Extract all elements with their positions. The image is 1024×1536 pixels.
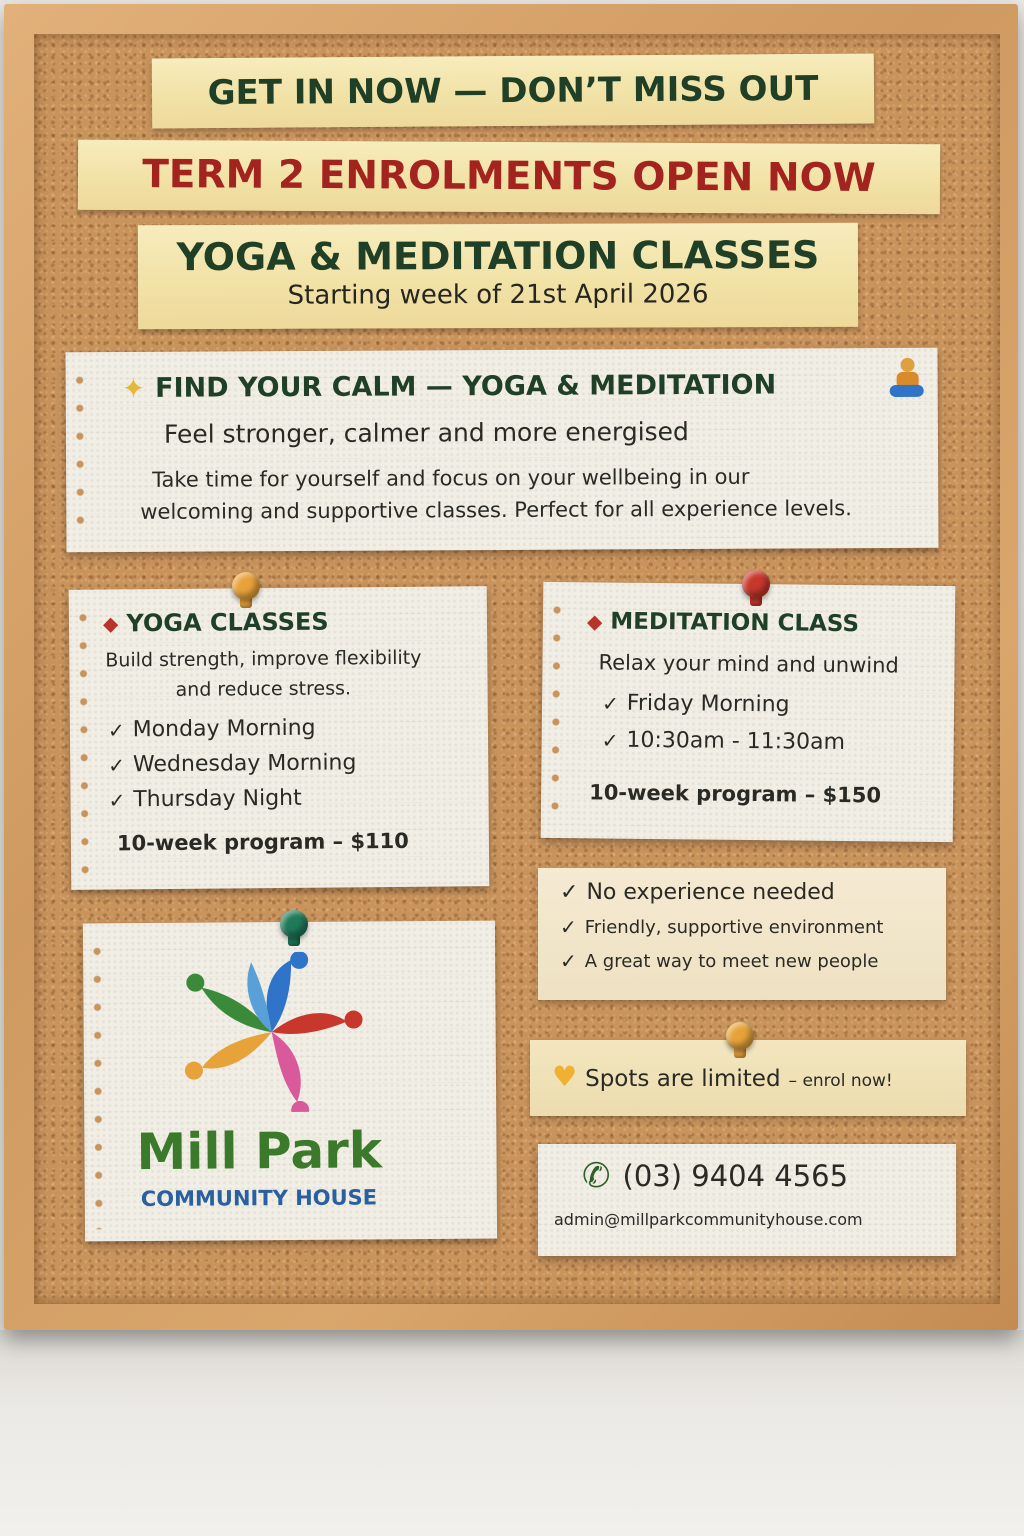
pin-marker-icon: ◆: [586, 609, 603, 634]
check-icon: ✓: [108, 752, 126, 777]
check-icon: ✓: [601, 727, 619, 753]
title-banner-subtitle: Starting week of 21st April 2026: [287, 279, 709, 311]
yoga-desc-line1: Build strength, improve flexibility: [105, 646, 422, 672]
pin-marker-icon: ◆: [102, 611, 119, 636]
yoga-session: Thursday Night: [133, 785, 302, 813]
enrol-banner-text: TERM 2 ENROLMENTS OPEN NOW: [142, 152, 876, 201]
pushpin-icon: [722, 1022, 756, 1064]
benefit-text: No experience needed: [586, 880, 835, 905]
community-logo-icon: [171, 951, 372, 1112]
meditation-session: 10:30am - 11:30am: [626, 727, 846, 756]
note-holes: [77, 604, 91, 878]
yoga-session: Monday Morning: [132, 715, 316, 743]
phone-icon: ✆: [582, 1156, 611, 1196]
contact-phone[interactable]: (03) 9404 4565: [622, 1159, 849, 1193]
benefit-row: [560, 949, 883, 973]
intro-heading: FIND YOUR CALM — YOGA & MEDITATION: [155, 369, 777, 404]
logo-note: [83, 921, 497, 1242]
yoga-session-row: [108, 750, 356, 777]
logo-sub: COMMUNITY HOUSE: [140, 1185, 378, 1212]
check-icon: ✓: [108, 787, 126, 812]
wall: [0, 1330, 1024, 1536]
contact-strip: [538, 1144, 956, 1256]
top-banner: [152, 53, 874, 128]
check-icon: ✓: [601, 690, 619, 716]
benefit-row: [560, 880, 883, 905]
yoga-desc-line2: and reduce stress.: [175, 677, 352, 701]
meditation-desc: Relax your mind and unwind: [598, 650, 899, 678]
title-banner: [138, 223, 858, 330]
meditation-session-row: [602, 690, 846, 718]
note-holes: [74, 366, 87, 540]
spots-sub: – enrol now!: [788, 1071, 893, 1091]
intro-body-line2: welcoming and supportive classes. Perfect for all experience levels.: [140, 496, 852, 524]
check-icon: ✓: [107, 717, 125, 742]
meditation-figure-icon: [890, 358, 924, 400]
intro-note: [65, 348, 938, 553]
logo-name: Mill Park: [136, 1121, 383, 1182]
benefits-strip: [538, 868, 946, 1000]
contact-email[interactable]: admin@millparkcommunityhouse.com: [554, 1210, 863, 1229]
yoga-session: Wednesday Morning: [132, 750, 357, 778]
note-holes: [549, 596, 563, 826]
top-banner-text: GET IN NOW — DON’T MISS OUT: [207, 68, 819, 114]
benefit-text: A great way to meet new people: [584, 950, 879, 972]
heart-icon: ♥: [552, 1060, 578, 1093]
pushpin-icon: [738, 570, 772, 612]
meditation-session: Friday Morning: [626, 690, 790, 718]
meditation-heading: MEDITATION CLASS: [610, 608, 860, 638]
meditation-price: 10-week program – $150: [589, 780, 882, 808]
title-banner-heading: YOGA & MEDITATION CLASSES: [176, 232, 820, 280]
yoga-session-row: [108, 715, 356, 742]
benefit-text: Friendly, supportive environment: [584, 916, 884, 938]
intro-body-line1: Take time for yourself and focus on your wellbeing in our: [152, 464, 750, 492]
note-holes: [91, 937, 105, 1229]
sparkle-icon: ✦: [121, 371, 146, 405]
intro-tagline: Feel stronger, calmer and more energised: [163, 417, 689, 449]
pushpin-icon: [276, 910, 310, 952]
check-icon: ✓: [560, 915, 577, 939]
benefit-row: [560, 915, 883, 939]
yoga-note: [69, 586, 490, 890]
enrol-banner: [78, 140, 940, 215]
meditation-note: [541, 582, 956, 842]
yoga-price: 10-week program – $110: [116, 828, 409, 856]
yoga-session-row: [108, 785, 356, 812]
meditation-session-row: [602, 727, 846, 755]
pushpin-icon: [228, 572, 262, 614]
check-icon: ✓: [560, 949, 577, 973]
check-icon: ✓: [560, 880, 579, 905]
spots-main: Spots are limited: [585, 1066, 781, 1092]
yoga-heading: YOGA CLASSES: [126, 607, 329, 638]
